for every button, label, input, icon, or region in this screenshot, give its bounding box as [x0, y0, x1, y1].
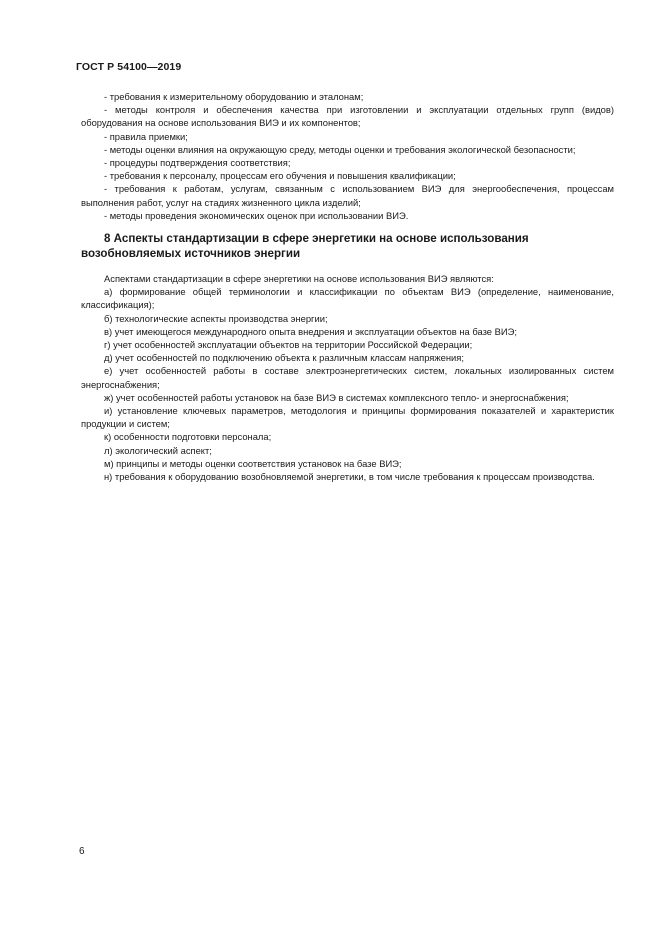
list-item: - процедуры подтверждения соответствия;	[104, 157, 291, 169]
list-item: - требования к персоналу, процессам его обучения и повышения квалификации;	[104, 170, 456, 182]
document-header-id: ГОСТ Р 54100—2019	[76, 61, 182, 73]
list-item: в) учет имеющегося международного опыта внедрения и эксплуатации объектов на базе ВИЭ;	[104, 325, 517, 337]
list-item: к) особенности подготовки персонала;	[104, 431, 272, 443]
list-item: е) учет особенностей работы в составе электроэнергетических систем, локальных изолированных систем энергоснабжения;	[81, 365, 614, 390]
list-item: и) установление ключевых параметров, методология и принципы формирования показателей и характеристик продукции и систем;	[81, 405, 614, 430]
list-item: - правила приемки;	[104, 130, 188, 142]
list-item: б) технологические аспекты производства энергии;	[104, 312, 328, 324]
list-item: ж) учет особенностей работы установок на базе ВИЭ в системах комплексного тепло- и энергоснабжения;	[104, 391, 569, 403]
page-number: 6	[79, 846, 85, 857]
list-item: а) формирование общей терминологии и классификации по объектам ВИЭ (определение, наименование, классификация);	[81, 286, 614, 311]
document-body	[81, 90, 614, 483]
list-item: - методы контроля и обеспечения качества при изготовлении и эксплуатации отдельных групп (видов) оборудования на основе использования ВИЭ и их компонентов;	[81, 104, 614, 129]
list-item: - методы проведения экономических оценок при использовании ВИЭ.	[104, 209, 409, 221]
list-item: д) учет особенностей по подключению объекта к различным классам напряжения;	[104, 352, 464, 364]
section-heading: 8 Аспекты стандартизации в сфере энергетики на основе использования возобновляемых источников энергии	[81, 232, 529, 260]
list-item: г) учет особенностей эксплуатации объектов на территории Российской Федерации;	[104, 339, 473, 351]
list-item: м) принципы и методы оценки соответствия установок на базе ВИЭ;	[104, 457, 402, 469]
list-item: - требования к измерительному оборудованию и эталонам;	[104, 91, 364, 102]
list-item: - требования к работам, услугам, связанным с использованием ВИЭ для энергообеспечения, процессам выполнения работ, услуг на стадиях жизненного цикла изделий;	[81, 183, 614, 208]
section-intro: Аспектами стандартизации в сфере энергетики на основе использования ВИЭ являются:	[104, 273, 494, 285]
list-item: - методы оценки влияния на окружающую среду, методы оценки и требования экологической безопасности;	[104, 143, 576, 155]
list-item: н) требования к оборудованию возобновляемой энергетики, в том числе требования к процессам производства.	[104, 471, 595, 483]
list-item: л) экологический аспект;	[104, 444, 212, 456]
